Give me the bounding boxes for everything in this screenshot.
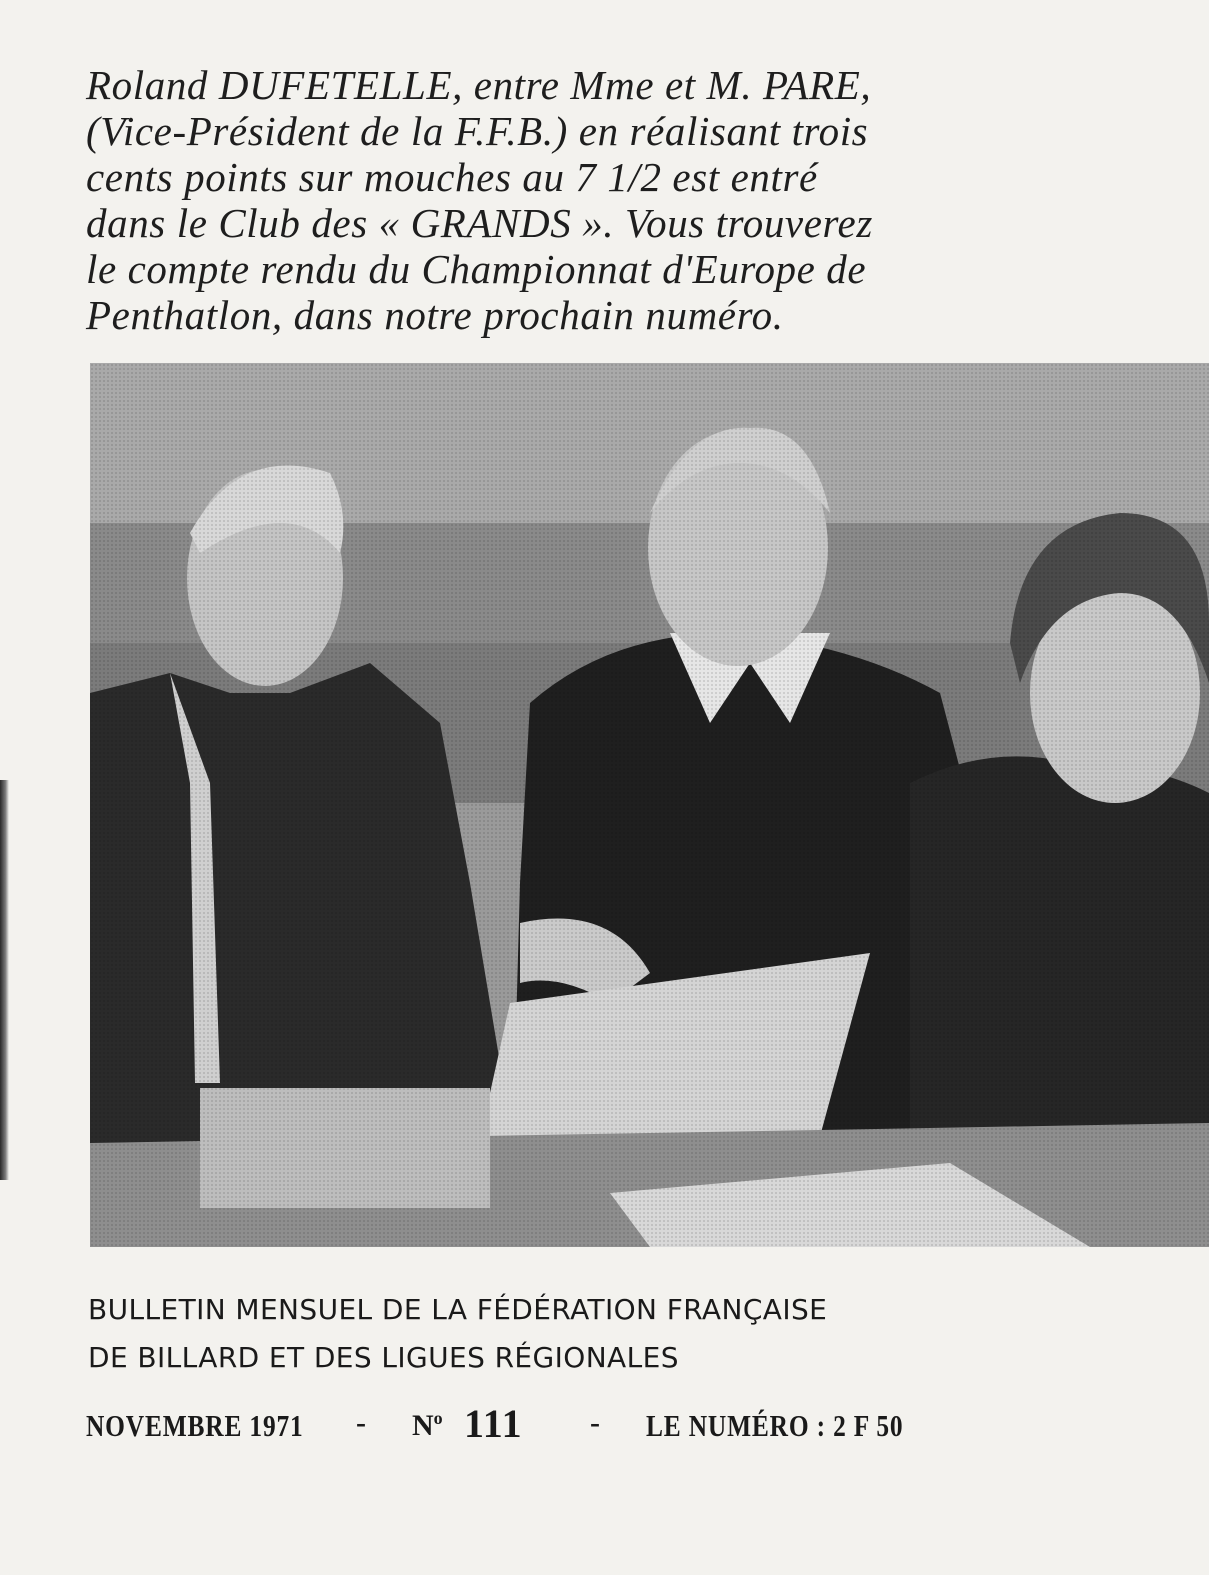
issue-number-label-sup: o xyxy=(433,1408,443,1428)
separator: - xyxy=(590,1406,600,1439)
caption-line: le compte rendu du Championnat d'Europe de xyxy=(86,246,867,292)
publication-title-line-2: DE BILLARD ET DES LIGUES RÉGIONALES xyxy=(88,1341,679,1374)
separator: - xyxy=(356,1406,366,1439)
caption-line: Roland DUFETELLE, entre Mme et M. PARE, xyxy=(86,62,872,108)
issue-date: NOVEMBRE 1971 xyxy=(86,1408,304,1443)
publication-title-line-1: BULLETIN MENSUEL DE LA FÉDÉRATION FRANÇAISE xyxy=(88,1293,828,1326)
issue-number: 111 xyxy=(464,1401,523,1446)
photo-illustration xyxy=(90,363,1209,1247)
issue-number-label xyxy=(412,1408,443,1443)
caption-line: (Vice-Président de la F.F.B.) en réalisant trois xyxy=(86,108,869,154)
issue-number-label-text: N xyxy=(412,1409,434,1442)
halftone-photograph xyxy=(90,363,1209,1247)
issue-price: LE NUMÉRO : 2 F 50 xyxy=(646,1408,904,1443)
caption-line: Penthatlon, dans notre prochain numéro. xyxy=(86,292,784,338)
caption-line: dans le Club des « GRANDS ». Vous trouverez xyxy=(86,200,873,246)
issue-info xyxy=(86,1401,986,1456)
caption-line: cents points sur mouches au 7 1/2 est entré xyxy=(86,154,818,200)
page-edge-shadow xyxy=(0,780,9,1180)
photo-caption xyxy=(86,62,1046,338)
publication-title xyxy=(88,1286,1088,1382)
